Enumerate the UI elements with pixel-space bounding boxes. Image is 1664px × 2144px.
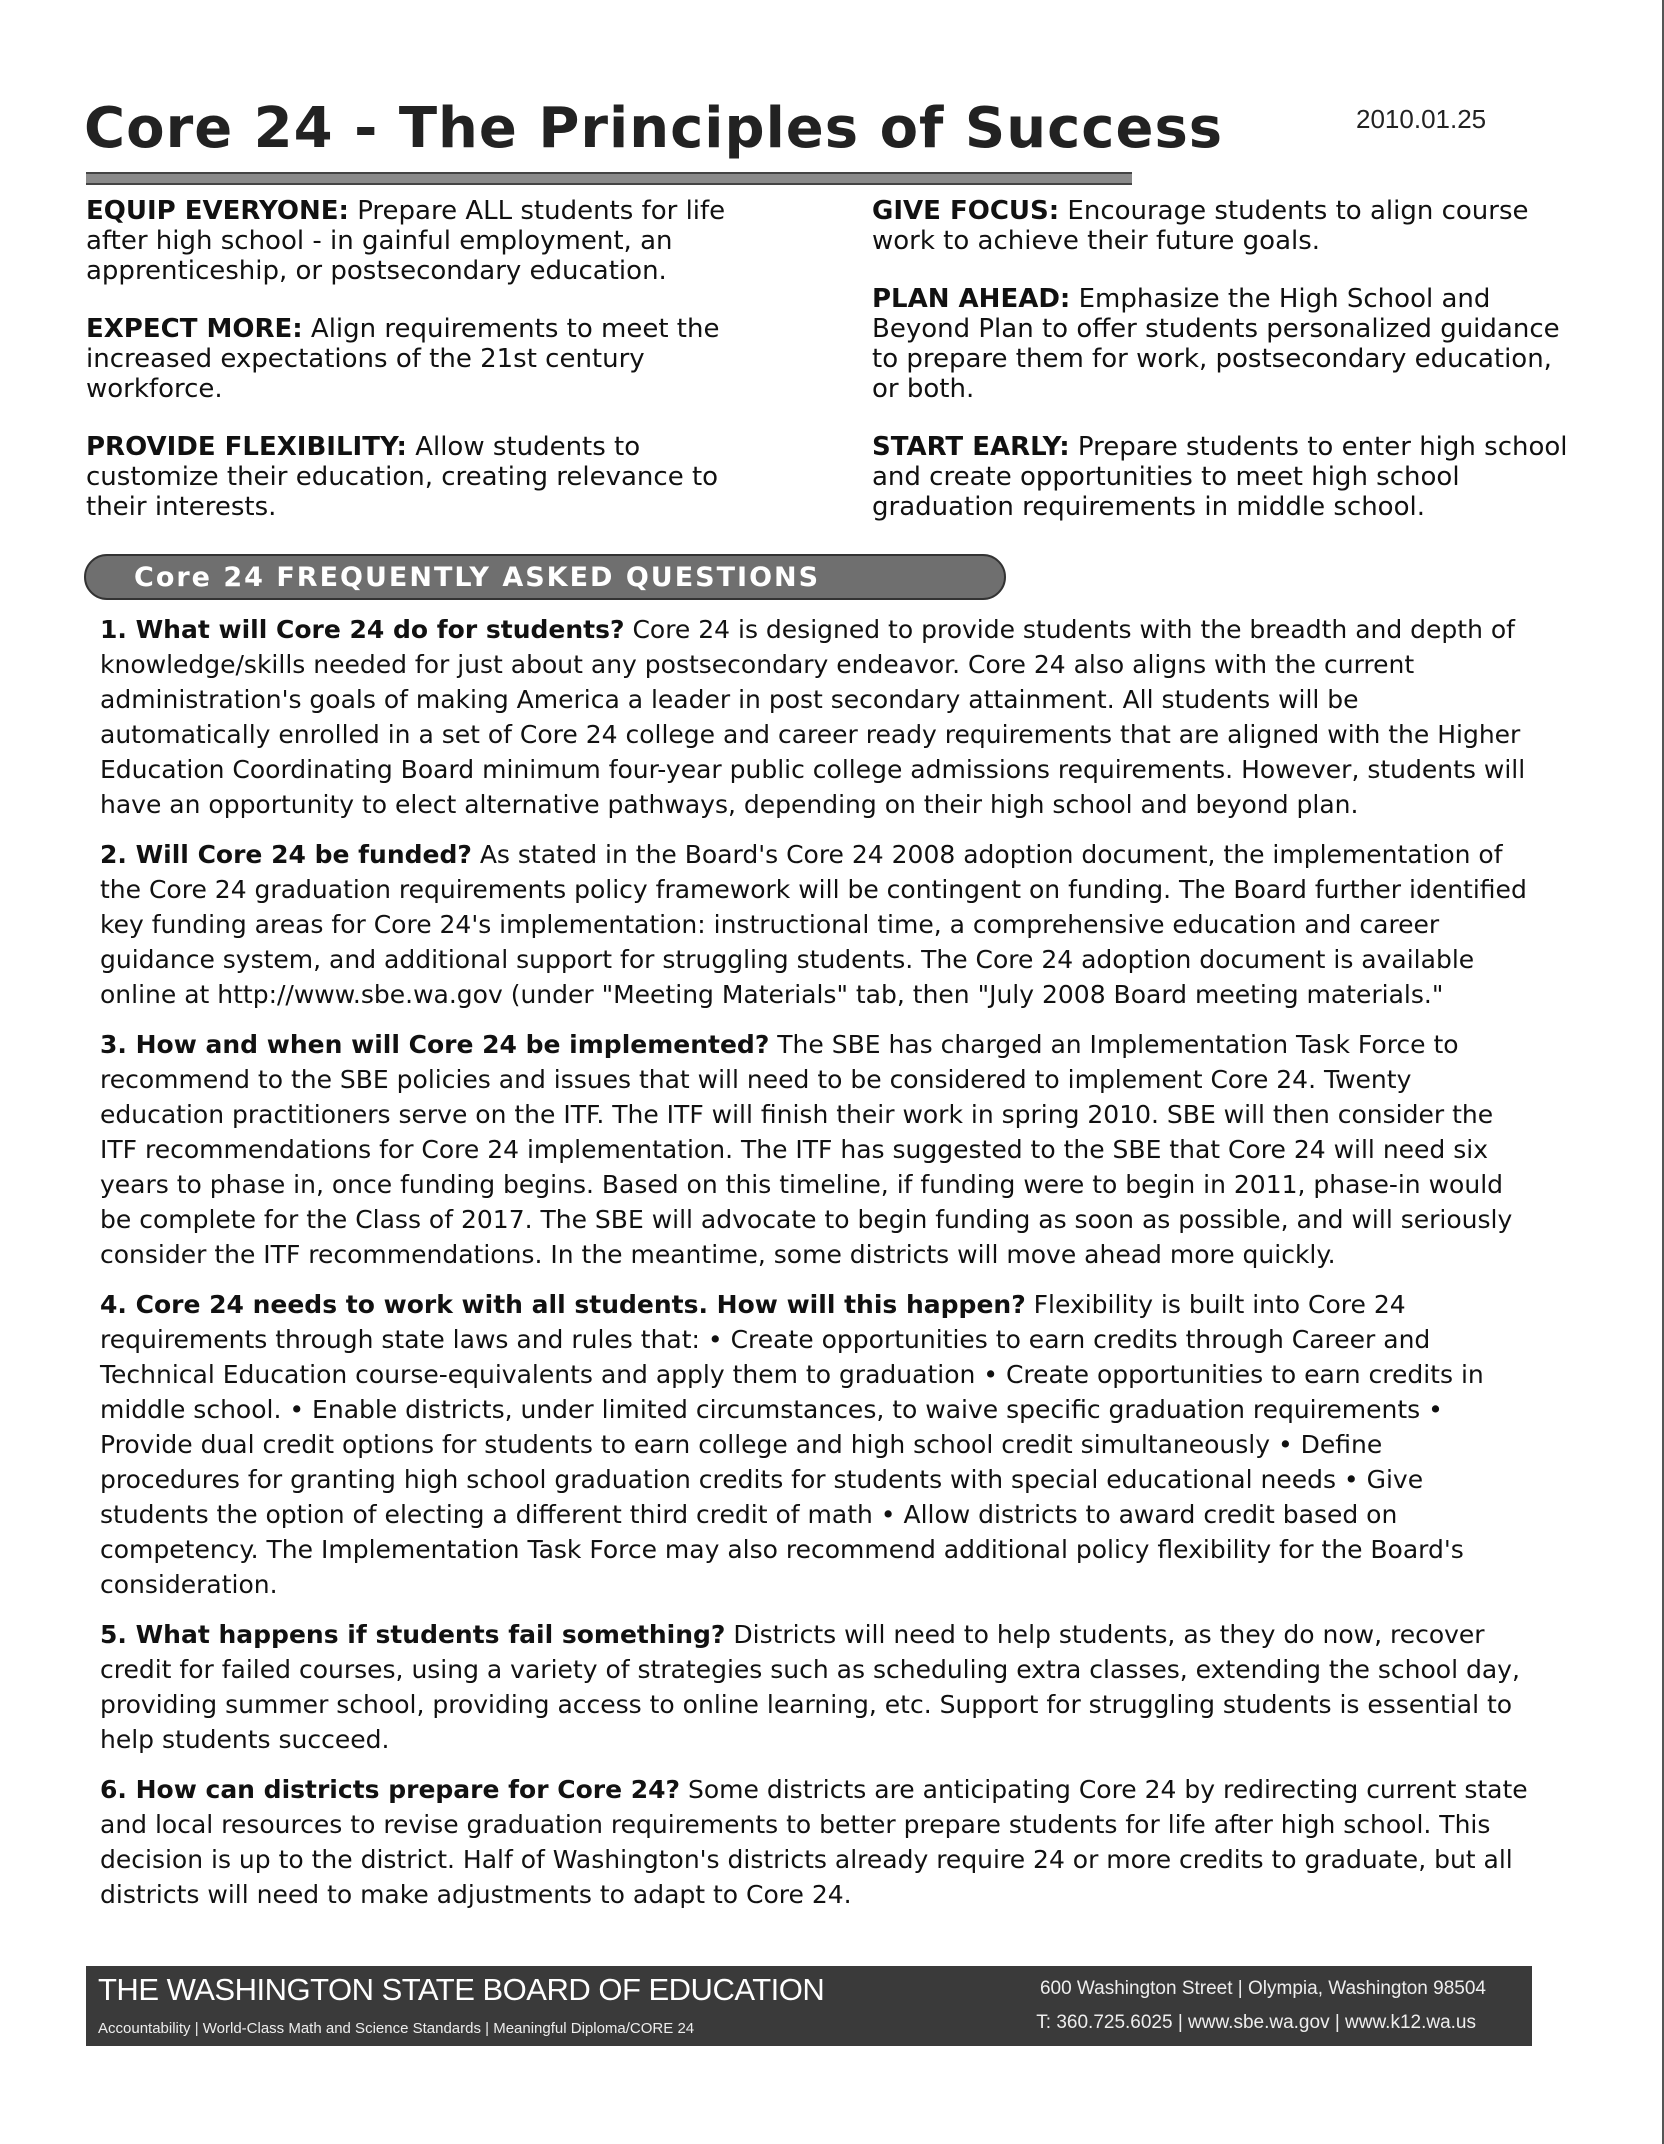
footer-contact: T: 360.725.6025 | www.sbe.wa.gov | www.k12.wa.us: [1036, 2012, 1476, 2033]
page-title: Core 24 - The Principles of Success: [84, 96, 1224, 161]
faq-question: 4. Core 24 needs to work with all students. How will this happen?: [100, 1290, 1026, 1319]
principle-equip-everyone: [86, 196, 726, 286]
principle-text: Allow students to customize their education, creating relevance to their interests.: [86, 432, 719, 522]
principle-provide-flexibility: [86, 432, 726, 522]
faq-answer: Some districts are anticipating Core 24 by redirecting current state and local resources to revise graduation requirements to better prepare students for life after high school. This decision is up to the district. Half of Washington's districts already require 24 or more credits to graduate, but all districts will need to make adjustments to adapt to Core 24.: [100, 1775, 1528, 1909]
footer-tagline: Accountability | World-Class Math and Science Standards | Meaningful Diploma/CORE 24: [98, 2020, 695, 2037]
faq-item: [100, 1027, 1530, 1272]
principle-label: PROVIDE FLEXIBILITY:: [86, 432, 407, 462]
principle-text: Emphasize the High School and Beyond Plan to offer students personalized guidance to prepare them for work, postsecondary education, or both.: [872, 284, 1560, 404]
principle-text: Align requirements to meet the increased expectations of the 21st century workforce.: [86, 314, 720, 404]
principle-label: START EARLY:: [872, 432, 1070, 462]
faq-question: 1. What will Core 24 do for students?: [100, 615, 625, 644]
principle-label: EXPECT MORE:: [86, 314, 303, 344]
faq-answer: Core 24 is designed to provide students with the breadth and depth of knowledge/skills needed for just about any postsecondary endeavor. Core 24 also aligns with the current administration's goals of making America a leader in post secondary attainment. All students will be automatically enrolled in a set of Core 24 college and career ready requirements that are aligned with the Higher Education Coordinating Board minimum four-year public college admissions requirements. However, students will have an opportunity to elect alternative pathways, depending on their high school and beyond plan.: [100, 615, 1526, 819]
faq-item: [100, 1772, 1530, 1912]
faq-question: 5. What happens if students fail something?: [100, 1620, 726, 1649]
principle-label: PLAN AHEAD:: [872, 284, 1071, 314]
document-date: 2010.01.25: [1356, 104, 1487, 134]
principles-section: [86, 196, 1568, 530]
faq-question: 2. Will Core 24 be funded?: [100, 840, 472, 869]
title-rule: [86, 172, 1132, 185]
faq-banner: [84, 554, 1006, 600]
faq-answer: Flexibility is built into Core 24 requirements through state laws and rules that: • Create opportunities to earn credits through Career and Technical Education course-equivalents and apply them to graduation • Create opportunities to earn credits in middle school. • Enable districts, under limited circumstances, to waive specific graduation requirements • Provide dual credit options for students to earn college and high school credit simultaneously • Define procedures for granting high school graduation credits for students with special educational needs • Give students the option of electing a different third credit of math • Allow districts to award credit based on competency. The Implementation Task Force may also recommend additional policy flexibility for the Board's consideration.: [100, 1290, 1484, 1599]
principle-give-focus: [872, 196, 1572, 256]
principle-label: GIVE FOCUS:: [872, 196, 1060, 226]
principle-text: Prepare students to enter high school and create opportunities to meet high school graduation requirements in middle school.: [872, 432, 1568, 522]
principle-label: EQUIP EVERYONE:: [86, 196, 349, 226]
principle-text: Encourage students to align course work to achieve their future goals.: [872, 196, 1529, 256]
faq-item: [100, 1287, 1530, 1602]
faq-item: [100, 612, 1530, 822]
principles-right-column: [872, 196, 1572, 550]
principle-start-early: [872, 432, 1572, 522]
principle-expect-more: [86, 314, 726, 404]
faq-item: [100, 837, 1530, 1012]
faq-item: [100, 1617, 1530, 1757]
footer-address: 600 Washington Street | Olympia, Washington 98504: [1039, 1978, 1486, 1999]
principle-text: Prepare ALL students for life after high school - in gainful employment, an apprenticeship, or postsecondary education.: [86, 196, 726, 286]
faq-question: 3. How and when will Core 24 be implemented?: [100, 1030, 770, 1059]
footer-organization: THE WASHINGTON STATE BOARD OF EDUCATION: [98, 1972, 825, 2007]
principle-plan-ahead: [872, 284, 1572, 404]
faq-list: [100, 612, 1530, 1927]
faq-answer: The SBE has charged an Implementation Task Force to recommend to the SBE policies and issues that will need to be considered to implement Core 24. Twenty education practitioners serve on the ITF. The ITF will finish their work in spring 2010. SBE will then consider the ITF recommendations for Core 24 implementation. The ITF has suggested to the SBE that Core 24 will need six years to phase in, once funding begins. Based on this timeline, if funding were to begin in 2011, phase-in would be complete for the Class of 2017. The SBE will advocate to begin funding as soon as possible, and will seriously consider the ITF recommendations. In the meantime, some districts will move ahead more quickly.: [100, 1030, 1513, 1269]
faq-banner-label: Core 24 FREQUENTLY ASKED QUESTIONS: [134, 562, 821, 593]
faq-answer: As stated in the Board's Core 24 2008 adoption document, the implementation of the Core 24 graduation requirements policy framework will be contingent on funding. The Board further identified key funding areas for Core 24's implementation: instructional time, a comprehensive education and career guidance system, and additional support for struggling students. The Core 24 adoption document is available online at http://www.sbe.wa.gov (under "Meeting Materials" tab, then "July 2008 Board meeting materials.": [100, 840, 1527, 1009]
faq-question: 6. How can districts prepare for Core 24?: [100, 1775, 681, 1804]
footer-banner: [86, 1966, 1532, 2046]
principles-left-column: [86, 196, 726, 550]
faq-answer: Districts will need to help students, as they do now, recover credit for failed courses, using a variety of strategies such as scheduling extra classes, extending the school day, providing summer school, providing access to online learning, etc. Support for struggling students is essential to help students succeed.: [100, 1620, 1520, 1754]
